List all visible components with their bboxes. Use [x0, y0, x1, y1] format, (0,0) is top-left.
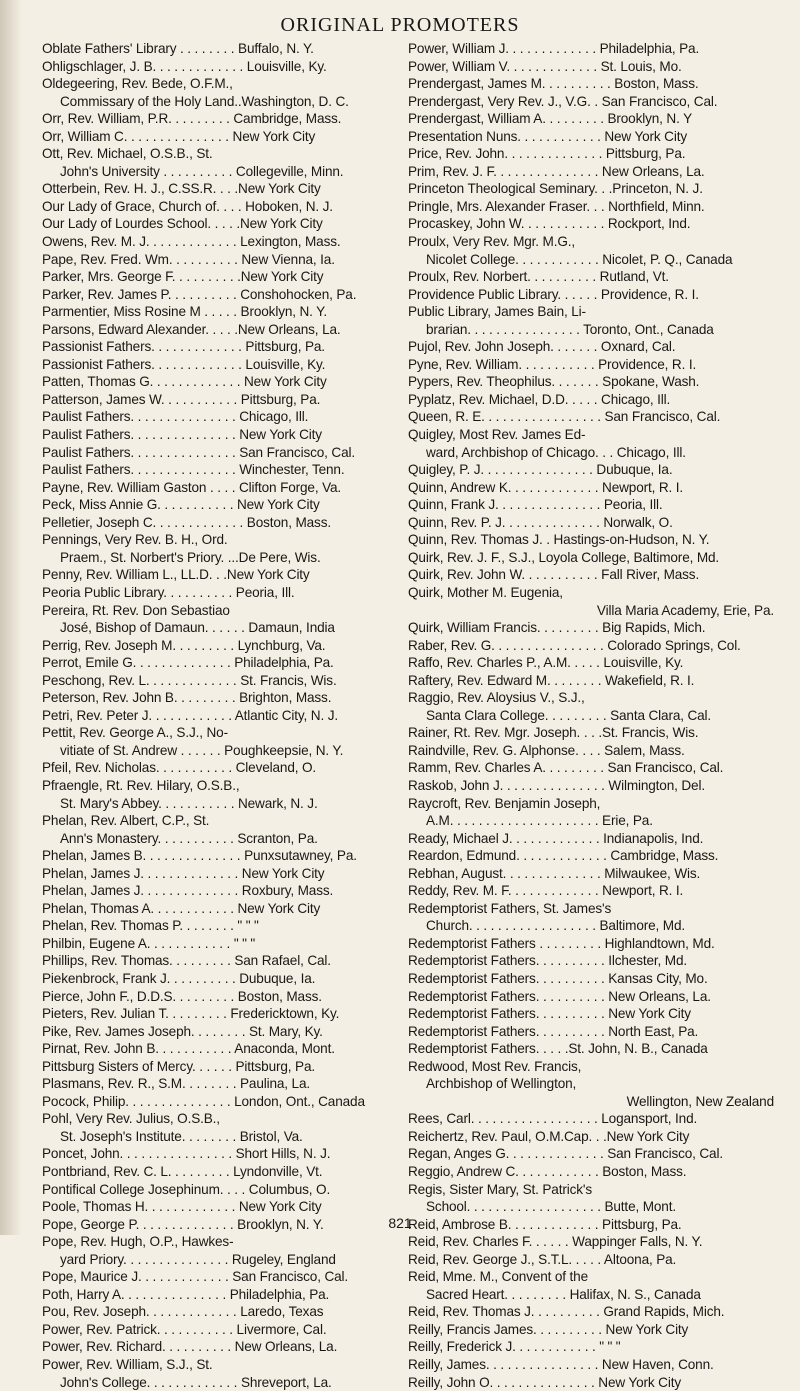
list-item: Poncet, John. . . . . . . . . . . . . . . . Short Hills, N. J.: [42, 1146, 331, 1162]
list-item: Reid, Rev. Charles F. . . . . . Wappinger Falls, N. Y.: [408, 1234, 703, 1250]
list-item: vitiate of St. Andrew . . . . . . Poughkeepsie, N. Y.: [60, 742, 344, 758]
list-item: yard Priory. . . . . . . . . . . . . . . Rugeley, England: [60, 1251, 336, 1267]
list-item: Reichertz, Rev. Paul, O.M.Cap. . .New York City: [408, 1128, 690, 1144]
list-item: Parmentier, Miss Rosine M . . . . . Brooklyn, N. Y.: [42, 304, 327, 320]
list-item: Raber, Rev. G. . . . . . . . . . . . . . . . Colorado Springs, Col.: [408, 637, 741, 653]
list-item: Pujol, Rev. John Joseph. . . . . . . Oxnard, Cal.: [408, 339, 676, 355]
list-item: Peoria Public Library. . . . . . . . . . Peoria, Ill.: [42, 584, 295, 600]
list-item: School. . . . . . . . . . . . . . . . . . . Butte, Mont.: [426, 1199, 676, 1215]
list-item: Pontifical College Josephinum. . . . Columbus, O.: [42, 1181, 331, 1197]
list-item: Our Lady of Grace, Church of. . . . Hoboken, N. J.: [42, 198, 333, 214]
list-item: Ramm, Rev. Charles A. . . . . . . . . San Francisco, Cal.: [408, 760, 724, 776]
list-item: Redemptorist Fathers . . . . . . . . . Highlandtown, Md.: [408, 935, 715, 951]
list-item: Pontbriand, Rev. C. L. . . . . . . . . Lyndonville, Vt.: [42, 1164, 323, 1179]
list-item: Plasmans, Rev. R., S.M. . . . . . . . Paulina, La.: [42, 1076, 310, 1092]
list-item: Petri, Rev. Peter J. . . . . . . . . . . . Atlantic City, N. J.: [42, 707, 338, 723]
list-item: Phelan, Thomas A. . . . . . . . . . . . New York City: [42, 900, 321, 916]
page-number: 821: [388, 1215, 412, 1231]
list-item: Power, William J. . . . . . . . . . . . . Philadelphia, Pa.: [408, 41, 700, 56]
list-item: St. Joseph's Institute. . . . . . . . Bristol, Va.: [60, 1128, 303, 1144]
page-title: ORIGINAL PROMOTERS: [280, 14, 520, 36]
list-item: A.M. . . . . . . . . . . . . . . . . . . . . Erie, Pa.: [426, 813, 653, 829]
list-item: Power, Rev. Richard. . . . . . . . . . New Orleans, La.: [42, 1339, 338, 1355]
list-item: Phelan, James J. . . . . . . . . . . . . . Roxbury, Mass.: [42, 883, 334, 899]
list-item: St. Mary's Abbey. . . . . . . . . . . Newark, N. J.: [60, 795, 318, 811]
list-item: Orr, Rev. William, P.R. . . . . . . . . Cambridge, Mass.: [42, 111, 342, 127]
list-item: Quirk, Mother M. Eugenia,: [408, 584, 563, 600]
list-item: Pou, Rev. Joseph. . . . . . . . . . . . . Laredo, Texas: [42, 1304, 324, 1320]
list-item: Pope, George P. . . . . . . . . . . . . . Brooklyn, N. Y.: [42, 1216, 324, 1232]
list-item: Otterbein, Rev. H. J., C.SS.R. . . .New York City: [42, 181, 321, 197]
page-gutter-shadow: [0, 0, 22, 1235]
list-item: Redemptorist Fathers, St. James's: [408, 900, 612, 916]
list-item: Reilly, Francis James. . . . . . . . . . New York City: [408, 1321, 689, 1337]
list-item: Raindville, Rev. G. Alphonse. . . . Salem, Mass.: [408, 742, 685, 758]
list-item: Sacred Heart. . . . . . . . . Halifax, N. S., Canada: [426, 1286, 701, 1302]
list-item: Reilly, James. . . . . . . . . . . . . . . . New Haven, Conn.: [408, 1357, 714, 1373]
list-item: Orr, William C. . . . . . . . . . . . . . . New York City: [42, 128, 316, 144]
list-item: Pennings, Very Rev. B. H., Ord.: [42, 532, 228, 548]
list-item: Quinn, Rev. P. J. . . . . . . . . . . . . . Norwalk, O.: [408, 514, 673, 530]
list-item: Princeton Theological Seminary. . .Princeton, N. J.: [408, 181, 703, 197]
list-item: Quirk, William Francis. . . . . . . . . Big Rapids, Mich.: [408, 620, 706, 636]
list-item: Our Lady of Lourdes School. . . . .New York City: [42, 216, 323, 232]
list-item: Pittsburg Sisters of Mercy. . . . . . Pittsburg, Pa.: [42, 1058, 315, 1074]
list-item: Raskob, John J. . . . . . . . . . . . . . . Wilmington, Del.: [408, 777, 705, 793]
list-item: Prendergast, Very Rev. J., V.G. . San Francisco, Cal.: [408, 93, 718, 109]
list-item: Patterson, James W. . . . . . . . . . . Pittsburg, Pa.: [42, 391, 321, 407]
list-item: Payne, Rev. William Gaston . . . . Clifton Forge, Va.: [42, 479, 342, 495]
list-item: Owens, Rev. M. J. . . . . . . . . . . . . Lexington, Mass.: [42, 234, 341, 250]
list-item: Ohligschlager, J. B. . . . . . . . . . . . . Louisville, Ky.: [42, 58, 327, 74]
list-item: Paulist Fathers. . . . . . . . . . . . . . . New York City: [42, 427, 322, 443]
list-item: Raffo, Rev. Charles P., A.M. . . . . Louisville, Ky.: [408, 655, 684, 671]
list-item: Passionist Fathers. . . . . . . . . . . . . Pittsburg, Pa.: [42, 339, 325, 355]
list-item: Quigley, P. J. . . . . . . . . . . . . . . . Dubuque, Ia.: [408, 462, 673, 478]
list-item: Quinn, Andrew K. . . . . . . . . . . . . Newport, R. I.: [408, 479, 684, 495]
list-item: John's University . . . . . . . . . . Collegeville, Minn.: [60, 163, 344, 179]
list-item: Phelan, James B. . . . . . . . . . . . . . Punxsutawney, Pa.: [42, 848, 357, 864]
list-item: Peterson, Rev. John B. . . . . . . . . Brighton, Mass.: [42, 690, 332, 706]
list-item: Oldegeering, Rev. Bede, O.F.M.,: [42, 76, 233, 92]
list-item: Reid, Ambrose B. . . . . . . . . . . . . Pittsburg, Pa.: [408, 1216, 682, 1232]
list-item: Pape, Rev. Fred. Wm. . . . . . . . . . New Vienna, Ia.: [42, 251, 335, 267]
list-item: Pyne, Rev. William. . . . . . . . . . . Providence, R. I.: [408, 356, 697, 372]
list-item: Church. . . . . . . . . . . . . . . . . . Baltimore, Md.: [426, 918, 686, 934]
list-item: Queen, R. E. . . . . . . . . . . . . . . . . San Francisco, Cal.: [408, 409, 721, 425]
list-item: Pope, Rev. Hugh, O.P., Hawkes-: [42, 1234, 234, 1250]
list-item: Phillips, Rev. Thomas. . . . . . . . . San Rafael, Cal.: [42, 953, 331, 969]
list-item: Phelan, James J. . . . . . . . . . . . . . New York City: [42, 865, 325, 881]
list-item: Parker, Rev. James P. . . . . . . . . . Conshohocken, Pa.: [42, 286, 357, 302]
list-item: Parker, Mrs. George F. . . . . . . . . .New York City: [42, 269, 324, 285]
list-item: Santa Clara College. . . . . . . . . Santa Clara, Cal.: [426, 707, 712, 723]
list-item: Parsons, Edward Alexander. . . . .New Orleans, La.: [42, 321, 341, 337]
list-item: Commissary of the Holy Land..Washington, D. C.: [60, 93, 349, 109]
list-item: Oblate Fathers' Library . . . . . . . . Buffalo, N. Y.: [42, 41, 314, 56]
list-item: José, Bishop of Damaun. . . . . . Damaun, India: [60, 620, 335, 636]
list-item: Prim, Rev. J. F. . . . . . . . . . . . . . . New Orleans, La.: [408, 163, 705, 179]
list-item: Redwood, Most Rev. Francis,: [408, 1058, 582, 1074]
list-item: Pope, Maurice J. . . . . . . . . . . . . San Francisco, Cal.: [42, 1269, 349, 1285]
list-item: Power, Rev. Patrick. . . . . . . . . . . Livermore, Cal.: [42, 1321, 327, 1337]
list-item: Paulist Fathers. . . . . . . . . . . . . . . San Francisco, Cal.: [42, 444, 355, 460]
list-item: Rainer, Rt. Rev. Mgr. Joseph. . . .St. Francis, Wis.: [408, 725, 699, 741]
list-item: Public Library, James Bain, Li-: [408, 304, 586, 320]
list-item: Pyplatz, Rev. Michael, D.D. . . . . Chicago, Ill.: [408, 391, 671, 407]
list-item: Pfeil, Rev. Nicholas. . . . . . . . . . . Cleveland, O.: [42, 760, 317, 776]
list-item: Quigley, Most Rev. James Ed-: [408, 427, 586, 443]
list-item: Reilly, John O. . . . . . . . . . . . . . . New York City: [408, 1374, 681, 1390]
list-item: Pereira, Rt. Rev. Don Sebastiao: [42, 602, 230, 618]
list-item: Power, William V. . . . . . . . . . . . . St. Louis, Mo.: [408, 58, 682, 74]
list-item: Reardon, Edmund. . . . . . . . . . . . . Cambridge, Mass.: [408, 848, 719, 864]
list-item: ward, Archbishop of Chicago. . . Chicago, Ill.: [426, 444, 686, 460]
list-item: Redemptorist Fathers. . . . .St. John, N. B., Canada: [408, 1041, 708, 1057]
list-item: Rebhan, August. . . . . . . . . . . . . . Milwaukee, Wis.: [408, 865, 701, 881]
list-item: Redemptorist Fathers. . . . . . . . . . North East, Pa.: [408, 1023, 699, 1039]
list-item: Pfraengle, Rt. Rev. Hilary, O.S.B.,: [42, 777, 240, 793]
list-item: Perrig, Rev. Joseph M. . . . . . . . . Lynchburg, Va.: [42, 637, 326, 653]
list-item: Poth, Harry A. . . . . . . . . . . . . . . Philadelphia, Pa.: [42, 1286, 330, 1302]
list-item: Prendergast, James M. . . . . . . . . . Boston, Mass.: [408, 76, 699, 92]
list-item: Pirnat, Rev. John B. . . . . . . . . . . Anaconda, Mont.: [42, 1041, 335, 1057]
list-item: Price, Rev. John. . . . . . . . . . . . . . Pittsburg, Pa.: [408, 146, 686, 162]
list-item: Perrot, Emile G. . . . . . . . . . . . . . Philadelphia, Pa.: [42, 655, 334, 671]
list-item: Redemptorist Fathers. . . . . . . . . . Ilchester, Md.: [408, 953, 687, 969]
list-item: Paulist Fathers. . . . . . . . . . . . . . . Chicago, Ill.: [42, 409, 309, 425]
list-item: Ready, Michael J. . . . . . . . . . . . . Indianapolis, Ind.: [408, 830, 704, 846]
list-item: Pohl, Very Rev. Julius, O.S.B.,: [42, 1111, 220, 1127]
list-item: Rees, Carl. . . . . . . . . . . . . . . . . . Logansport, Ind.: [408, 1111, 698, 1127]
list-item: Reid, Rev. George J., S.T.L. . . . . Altoona, Pa.: [408, 1251, 677, 1267]
list-item: Poole, Thomas H. . . . . . . . . . . . . New York City: [42, 1199, 322, 1215]
list-item: Redemptorist Fathers. . . . . . . . . . New Orleans, La.: [408, 988, 711, 1004]
list-item: Patten, Thomas G. . . . . . . . . . . . . New York City: [42, 374, 327, 390]
list-item: Piekenbrock, Frank J. . . . . . . . . . Dubuque, Ia.: [42, 970, 316, 986]
list-item: Phelan, Rev. Albert, C.P., St.: [42, 813, 210, 829]
list-item: Pypers, Rev. Theophilus. . . . . . . Spokane, Wash.: [408, 374, 700, 390]
list-item: Quinn, Rev. Thomas J. . Hastings-on-Hudson, N. Y.: [408, 532, 710, 548]
list-item: Redemptorist Fathers. . . . . . . . . . Kansas City, Mo.: [408, 970, 708, 986]
list-item: Philbin, Eugene A. . . . . . . . . . . . " " ": [42, 935, 256, 951]
list-item: Nicolet College. . . . . . . . . . . . Nicolet, P. Q., Canada: [426, 251, 733, 267]
list-item: Archbishop of Wellington,: [426, 1076, 577, 1092]
list-item: Reddy, Rev. M. F. . . . . . . . . . . . . Newport, R. I.: [408, 883, 684, 899]
list-item: Pike, Rev. James Joseph. . . . . . . . St. Mary, Ky.: [42, 1023, 323, 1039]
list-item: Quirk, Rev. J. F., S.J., Loyola College, Baltimore, Md.: [408, 549, 720, 565]
list-item: brarian. . . . . . . . . . . . . . . . Toronto, Ont., Canada: [426, 321, 714, 337]
list-item: Pelletier, Joseph C. . . . . . . . . . . . . Boston, Mass.: [42, 514, 331, 530]
list-item: Regis, Sister Mary, St. Patrick's: [408, 1181, 592, 1197]
list-item: Power, Rev. William, S.J., St.: [42, 1357, 213, 1373]
list-item: Pettit, Rev. George A., S.J., No-: [42, 725, 228, 741]
list-item: Passionist Fathers. . . . . . . . . . . . . Louisville, Ky.: [42, 356, 326, 372]
list-item: Proulx, Rev. Norbert. . . . . . . . . . Rutland, Vt.: [408, 269, 669, 285]
list-item: Peschong, Rev. L. . . . . . . . . . . . . St. Francis, Wis.: [42, 672, 337, 688]
list-item: Reid, Mme. M., Convent of the: [408, 1269, 588, 1285]
list-item: Regan, Anges G. . . . . . . . . . . . . . San Francisco, Cal.: [408, 1146, 723, 1162]
list-item: Quinn, Frank J. . . . . . . . . . . . . . . Peoria, Ill.: [408, 497, 663, 513]
list-item: Villa Maria Academy, Erie, Pa.: [596, 602, 774, 618]
right-column: [408, 40, 778, 1391]
list-item: Reid, Rev. Thomas J. . . . . . . . . . Grand Rapids, Mich.: [408, 1304, 725, 1320]
list-item: Pierce, John F., D.D.S. . . . . . . . . Boston, Mass.: [42, 988, 322, 1004]
list-item: Wellington, New Zealand: [626, 1093, 774, 1109]
list-item: Peck, Miss Annie G. . . . . . . . . . . New York City: [42, 497, 320, 513]
list-item: Phelan, Rev. Thomas P. . . . . . . . " " ": [42, 918, 259, 934]
list-item: John's College. . . . . . . . . . . . . Shreveport, La.: [60, 1374, 332, 1390]
list-item: Pringle, Mrs. Alexander Fraser. . . Northfield, Minn.: [408, 198, 705, 214]
list-item: Redemptorist Fathers. . . . . . . . . . New York City: [408, 1006, 691, 1022]
list-item: Proulx, Very Rev. Mgr. M.G.,: [408, 234, 576, 250]
list-item: Presentation Nuns. . . . . . . . . . . . New York City: [408, 128, 687, 144]
list-item: Quirk, Rev. John W. . . . . . . . . . . Fall River, Mass.: [408, 567, 700, 583]
list-item: Raftery, Rev. Edward M. . . . . . . . Wakefield, R. I.: [408, 672, 695, 688]
list-item: Pocock, Philip. . . . . . . . . . . . . . . London, Ont., Canada: [42, 1093, 365, 1109]
list-item: Reilly, Frederick J. . . . . . . . . . . . " " ": [408, 1339, 621, 1355]
list-item: Penny, Rev. William L., LL.D. . .New York City: [42, 567, 310, 583]
list-item: Procaskey, John W. . . . . . . . . . . . Rockport, Ind.: [408, 216, 691, 232]
list-item: Ann's Monastery. . . . . . . . . . . Scranton, Pa.: [60, 830, 318, 846]
list-item: Prendergast, William A. . . . . . . . . Brooklyn, N. Y: [408, 111, 693, 127]
list-item: Providence Public Library. . . . . . Providence, R. I.: [408, 286, 699, 302]
list-item: Ott, Rev. Michael, O.S.B., St.: [42, 146, 213, 162]
list-item: Raycroft, Rev. Benjamin Joseph,: [408, 795, 601, 811]
list-item: Reggio, Andrew C. . . . . . . . . . . . Boston, Mass.: [408, 1164, 687, 1179]
left-column: [42, 40, 400, 1391]
list-item: Paulist Fathers. . . . . . . . . . . . . . . Winchester, Tenn.: [42, 462, 345, 478]
list-item: Praem., St. Norbert's Priory. ...De Pere, Wis.: [60, 549, 321, 565]
list-item: Pieters, Rev. Julian T. . . . . . . . . Fredericktown, Ky.: [42, 1006, 340, 1022]
list-item: Raggio, Rev. Aloysius V., S.J.,: [408, 690, 585, 706]
